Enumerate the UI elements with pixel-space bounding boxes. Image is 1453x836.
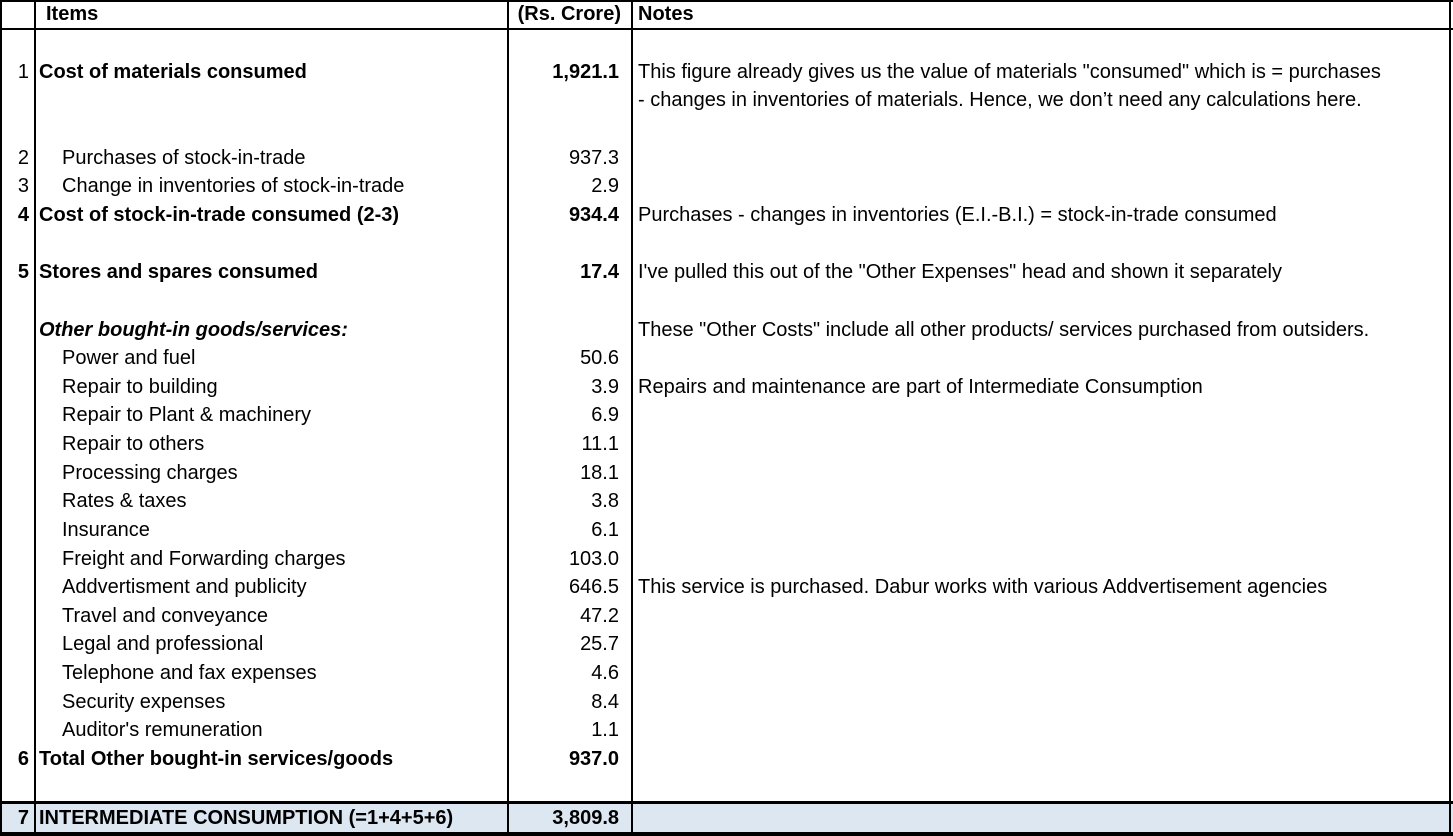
- item-value: 1.1: [591, 719, 619, 741]
- grid-right-border: [1449, 0, 1451, 836]
- item-label: Stores and spares consumed: [39, 261, 318, 283]
- item-value: 25.7: [580, 633, 619, 655]
- item-value: 937.0: [568, 748, 619, 770]
- item-value: 934.4: [568, 204, 619, 226]
- grid-left-border: [0, 0, 2, 836]
- item-value: 3,809.8: [552, 807, 619, 829]
- item-value: 8.4: [591, 691, 619, 713]
- item-label: Cost of stock-in-trade consumed (2-3): [39, 204, 400, 226]
- item-label: Purchases of stock-in-trade: [62, 147, 306, 169]
- row-number: 3: [17, 175, 29, 197]
- item-value: 11.1: [581, 433, 619, 455]
- header-value: (Rs. Crore): [517, 3, 621, 25]
- item-label: Repair to Plant & machinery: [62, 404, 312, 426]
- item-label: Power and fuel: [62, 347, 196, 369]
- item-value: 6.1: [591, 519, 619, 541]
- item-value: 17.4: [580, 261, 619, 283]
- item-label: Freight and Forwarding charges: [62, 548, 346, 570]
- section-heading: Other bought-in goods/services:: [39, 319, 348, 341]
- row-number: 4: [17, 204, 29, 226]
- item-note: Purchases - changes in inventories (E.I.-B.I.) = stock-in-trade consumed: [638, 204, 1277, 226]
- item-label: Repair to building: [62, 376, 218, 398]
- row-number: 6: [17, 748, 29, 770]
- item-label: Repair to others: [62, 433, 205, 455]
- item-label: Auditor's remuneration: [62, 719, 263, 741]
- item-value: 103.0: [568, 548, 619, 570]
- row-number: 5: [17, 261, 29, 283]
- item-note: Repairs and maintenance are part of Intermediate Consumption: [638, 376, 1203, 398]
- item-value: 50.6: [580, 347, 619, 369]
- grid-col-line-1: [34, 0, 36, 836]
- item-label: Processing charges: [62, 462, 238, 484]
- item-note: These "Other Costs" include all other products/ services purchased from outsiders.: [638, 319, 1370, 341]
- item-label: Rates & taxes: [62, 490, 187, 512]
- grid-header-line: [0, 28, 1453, 30]
- item-note: I've pulled this out of the "Other Expenses" head and shown it separately: [638, 261, 1282, 283]
- item-label: Legal and professional: [62, 633, 264, 655]
- item-value: 6.9: [591, 404, 619, 426]
- row-number: 1: [17, 61, 29, 83]
- item-note: - changes in inventories of materials. Hence, we don’t need any calculations here.: [638, 89, 1362, 111]
- grid-bottom-border: [0, 832, 1453, 836]
- header-items: Items: [46, 3, 99, 25]
- item-value: 4.6: [591, 662, 619, 684]
- item-label: Travel and conveyance: [62, 605, 269, 627]
- item-label: INTERMEDIATE CONSUMPTION (=1+4+5+6): [39, 807, 454, 829]
- row-number: 2: [17, 147, 29, 169]
- item-label: Telephone and fax expenses: [62, 662, 317, 684]
- item-label: Total Other bought-in services/goods: [39, 748, 394, 770]
- item-value: 18.1: [580, 462, 619, 484]
- row-number: 7: [17, 807, 29, 829]
- grid-col-line-3: [631, 0, 633, 836]
- item-value: 937.3: [568, 147, 619, 169]
- item-note: This service is purchased. Dabur works with various Addvertisement agencies: [638, 576, 1328, 598]
- item-value: 3.9: [591, 376, 619, 398]
- item-value: 3.8: [591, 490, 619, 512]
- item-label: Insurance: [62, 519, 150, 541]
- item-note: This figure already gives us the value of materials "consumed" which is = purchases: [638, 61, 1381, 83]
- item-label: Cost of materials consumed: [39, 61, 307, 83]
- grid-top-border: [0, 0, 1453, 2]
- item-label: Change in inventories of stock-in-trade: [62, 175, 405, 197]
- item-value: 1,921.1: [552, 61, 619, 83]
- item-value: 646.5: [568, 576, 619, 598]
- item-label: Addvertisment and publicity: [62, 576, 307, 598]
- item-value: 2.9: [591, 175, 619, 197]
- item-value: 47.2: [580, 605, 619, 627]
- header-notes: Notes: [638, 3, 694, 25]
- item-label: Security expenses: [62, 691, 226, 713]
